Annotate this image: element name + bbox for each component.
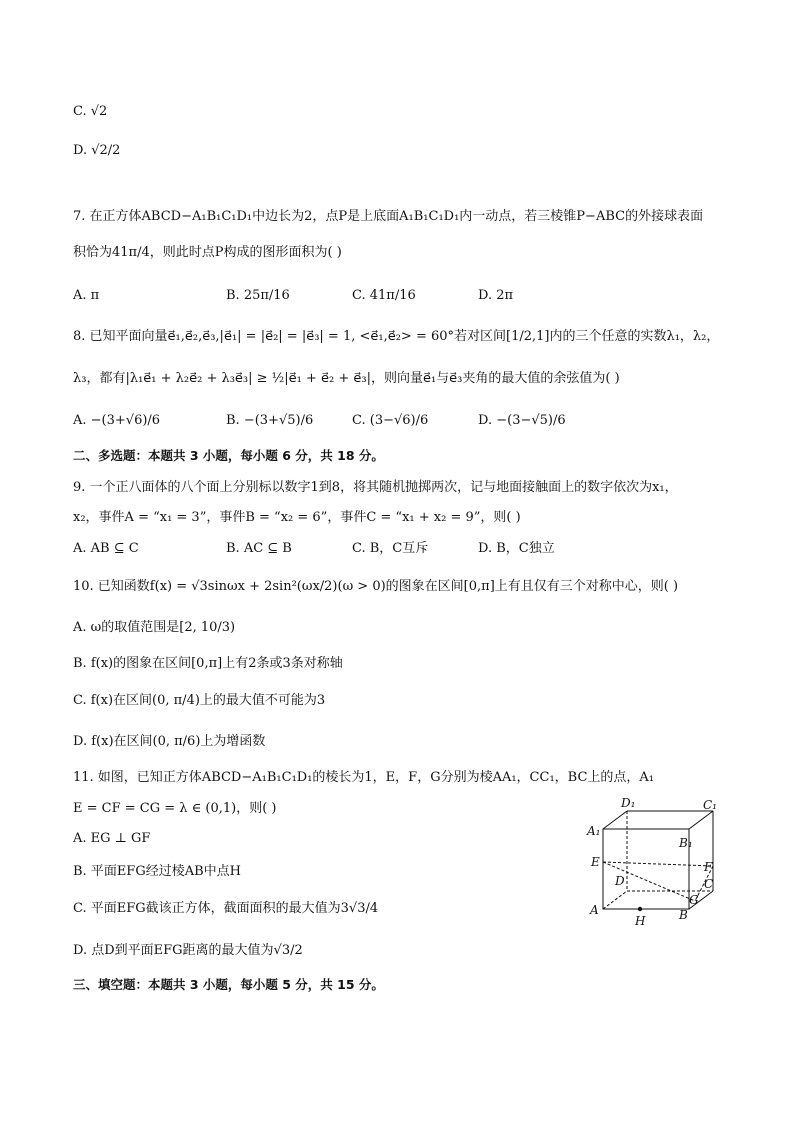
label-b1: B₁ bbox=[679, 836, 693, 850]
q7-option-d: D. 2π bbox=[478, 288, 514, 303]
label-h: H bbox=[635, 914, 646, 928]
q10-option-d: D. f(x)在区间(0, π/6)上为增函数 bbox=[73, 734, 266, 749]
label-d1: D₁ bbox=[621, 796, 636, 810]
q8-option-b: B. −(3+√5)/6 bbox=[226, 413, 314, 428]
label-c: C bbox=[704, 877, 714, 891]
q8-option-d: D. −(3−√5)/6 bbox=[478, 413, 566, 428]
q11-option-c: C. 平面EFG截该正方体，截面面积的最大值为3√3/4 bbox=[73, 901, 379, 916]
q9-stem-line2: x₂，事件A = “x₁ = 3”，事件B = “x₂ = 6”，事件C = “x₁ + x₂ = 9”，则( ) bbox=[73, 510, 521, 525]
q7-stem-line1: 7. 在正方体ABCD−A₁B₁C₁D₁中边长为2，点P是上底面A₁B₁C₁D₁内一动点，若三棱锥P−ABC的外接球表面 bbox=[73, 209, 704, 224]
q10-option-a: A. ω的取值范围是[2, 10/3) bbox=[73, 620, 236, 635]
section-multiple-choice-heading: 二、多选题：本题共 3 小题，每小题 6 分，共 18 分。 bbox=[73, 448, 384, 463]
q11-option-b: B. 平面EFG经过棱AB中点H bbox=[73, 864, 241, 879]
q9-stem-line1: 9. 一个正八面体的八个面上分别标以数字1到8，将其随机抛掷两次，记与地面接触面上的数字依次为x₁， bbox=[73, 480, 678, 495]
q10-option-c: C. f(x)在区间(0, π/4)上的最大值不可能为3 bbox=[73, 693, 326, 708]
q9-option-a: A. AB ⊆ C bbox=[73, 541, 139, 556]
q7-stem-line2: 积恰为41π/4，则此时点P构成的图形面积为( ) bbox=[73, 245, 342, 260]
q7-option-b: B. 25π/16 bbox=[226, 288, 290, 303]
section-fill-in-heading: 三、填空题：本题共 3 小题，每小题 5 分，共 15 分。 bbox=[73, 977, 384, 992]
label-b: B bbox=[679, 908, 688, 922]
q8-option-c: C. (3−√6)/6 bbox=[352, 413, 429, 428]
label-a: A bbox=[590, 903, 599, 917]
q10-stem: 10. 已知函数f(x) = √3sinωx + 2sin²(ωx/2)(ω > 0)的图象在区间[0,π]上有且仅有三个对称中心，则( ) bbox=[73, 579, 679, 594]
label-f: F bbox=[704, 860, 713, 874]
label-c1: C₁ bbox=[703, 798, 717, 812]
q10-option-b: B. f(x)的图象在区间[0,π]上有2条或3条对称轴 bbox=[73, 656, 343, 671]
q9-option-d: D. B，C独立 bbox=[478, 541, 555, 556]
q7-option-c: C. 41π/16 bbox=[352, 288, 416, 303]
label-d: D bbox=[615, 874, 625, 888]
q11-option-a: A. EG ⊥ GF bbox=[73, 831, 151, 846]
prev-option-d: D. √2/2 bbox=[73, 143, 121, 158]
q11-stem-line2: E = CF = CG = λ ∈ (0,1)，则( ) bbox=[73, 801, 277, 816]
point-h bbox=[638, 907, 642, 911]
q11-option-d: D. 点D到平面EFG距离的最大值为√3/2 bbox=[73, 943, 303, 958]
q7-option-a: A. π bbox=[73, 288, 100, 303]
label-a1: A₁ bbox=[587, 824, 601, 838]
q8-option-a: A. −(3+√6)/6 bbox=[73, 413, 161, 428]
q11-stem-line1: 11. 如图，已知正方体ABCD−A₁B₁C₁D₁的棱长为1，E，F，G分别为棱AA₁，CC₁，BC上的点，A₁ bbox=[73, 770, 655, 785]
q8-stem-line2: λ₃，都有|λ₁e⃗₁ + λ₂e⃗₂ + λ₃e⃗₃| ≥ ½|e⃗₁ + e⃗₂ + e⃗₃|，则向量e⃗₁与e⃗₃夹角的最大值的余弦值为( ) bbox=[73, 371, 620, 386]
q9-option-b: B. AC ⊆ B bbox=[226, 541, 292, 556]
cube-figure bbox=[585, 795, 735, 930]
prev-option-c: C. √2 bbox=[73, 104, 108, 119]
label-g: G bbox=[689, 893, 699, 907]
q9-option-c: C. B，C互斥 bbox=[352, 541, 429, 556]
q8-stem-line1: 8. 已知平面向量e⃗₁,e⃗₂,e⃗₃,|e⃗₁| = |e⃗₂| = |e⃗₃| = 1, <e⃗₁,e⃗₂> = 60°若对区间[1/2,1]内的三个任意的实数λ₁，λ₂， bbox=[73, 329, 720, 344]
label-e: E bbox=[591, 855, 600, 869]
